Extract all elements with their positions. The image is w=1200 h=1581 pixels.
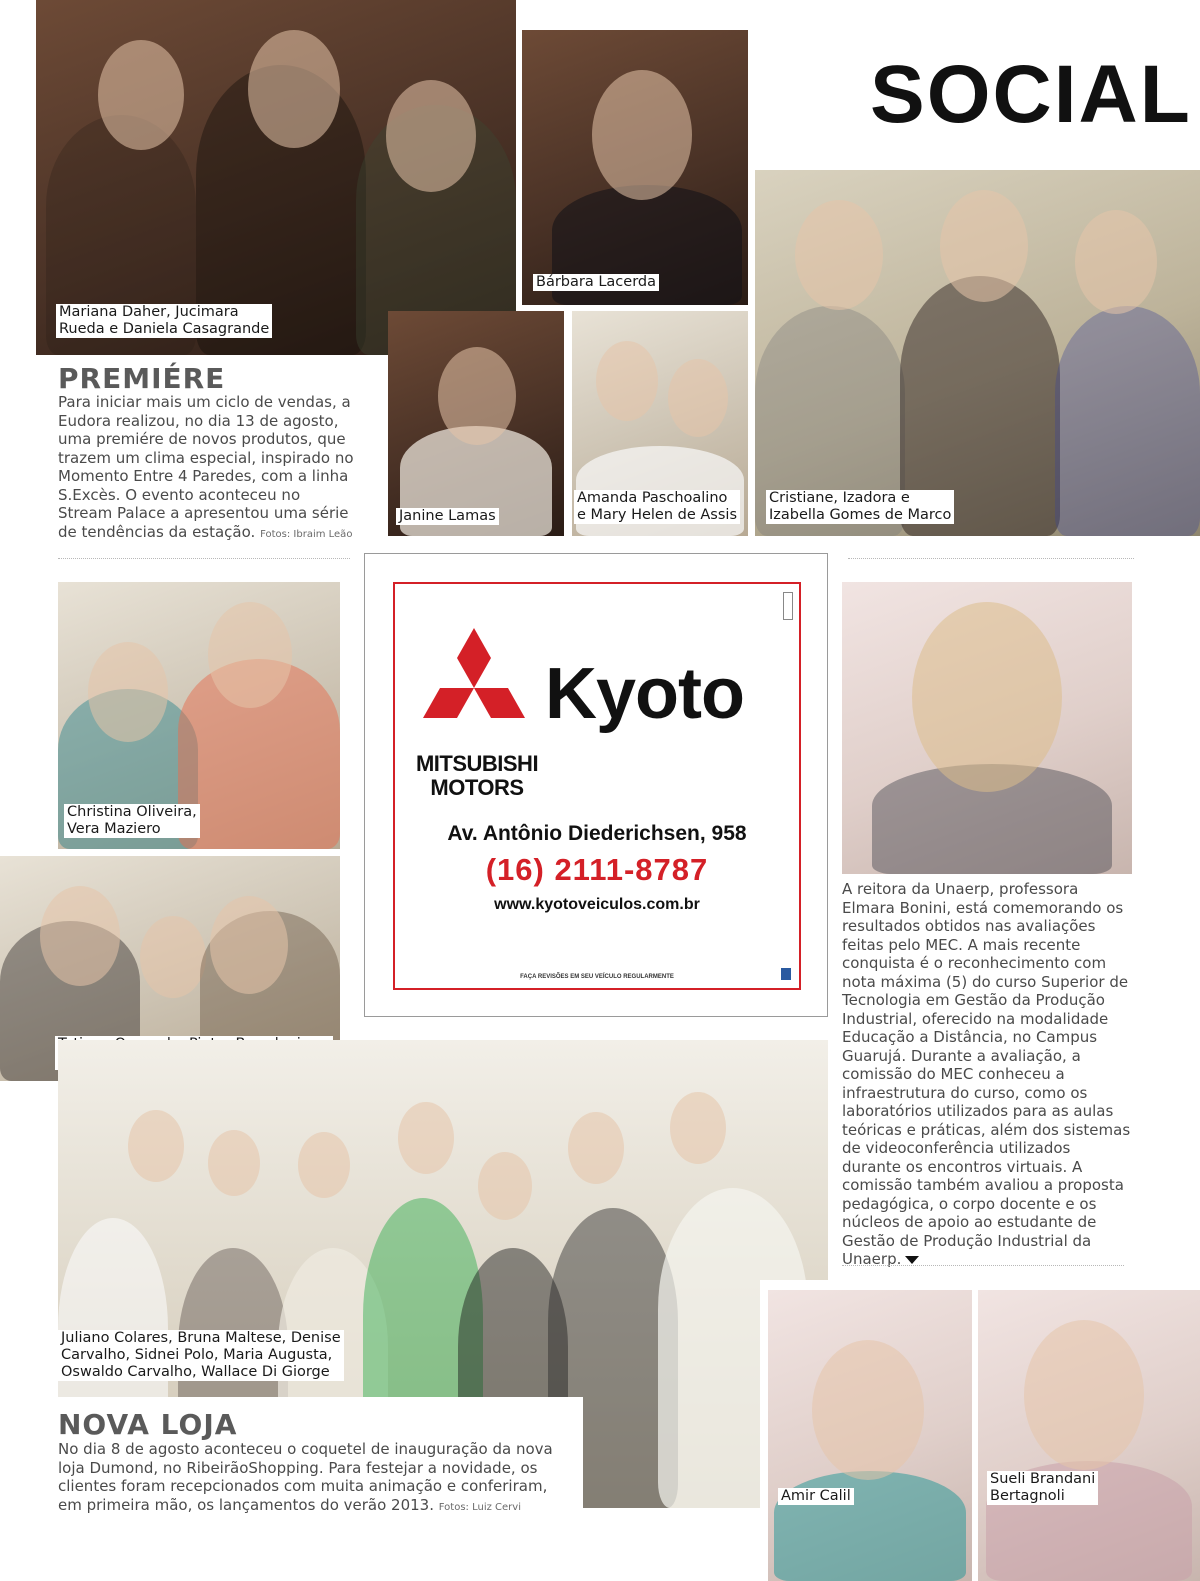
nova-loja-text: No dia 8 de agosto aconteceu o coquetel de inauguração da nova loja Dumond, no RibeirãoShopping. Para festejar a novidade, os clientes foram recepcionados com muita animação e conferiram, em primeira mão, os lançamentos do verão 2013. Fotos: Luiz Cervi (58, 1440, 553, 1514)
continue-arrow-icon (905, 1256, 919, 1264)
ad-brand-name: Kyoto (545, 654, 744, 734)
nova-loja-title: NOVA LOJA (58, 1408, 238, 1441)
unaerp-text: A reitora da Unaerp, professora Elmara Bonini, está comemorando os resultados obtidos nas avaliações feitas pelo MEC. A mais recente conquista é o reconhecimento com nota máxima (5) do curso Superior de Tecnologia em Gestão da Produção Industrial, oferecido na modalidade Educação a Distância, no Campus Guarujá. Durante a avaliação, a comissão do MEC conheceu a infraestrutura do curso, como os laboratórios utilizados para as aulas teóricas e práticas, além dos sistemas de videoconferência utilizados durante os encontros virtuais. A comissão também avaliou a proposta pedagógica, o corpo docente e os núcleos de apoio ao estudante de Gestão de Produção Industrial da Unaerp. (842, 880, 1131, 1268)
nova-loja-credit: Fotos: Luiz Cervi (438, 1501, 521, 1513)
ad-address: Av. Antônio Diederichsen, 958 (447, 822, 747, 845)
caption-amir: Amir Calil (778, 1488, 854, 1505)
photo-sueli-bertagnoli (978, 1290, 1200, 1581)
ad-phone: (16) 2111-8787 (485, 852, 709, 887)
section-title: SOCIAL (870, 49, 1192, 140)
separator-right (848, 558, 1134, 559)
caption-christina: Christina Oliveira, Vera Maziero (64, 804, 200, 838)
photo-barbara-lacerda (522, 30, 748, 305)
photo-mariana-jucimara-daniela (36, 0, 516, 355)
caption-janine: Janine Lamas (396, 508, 499, 525)
photo-amir-calil (768, 1290, 972, 1581)
ad-footer-note: FAÇA REVISÕES EM SEU VEÍCULO REGULARMENTE (520, 974, 674, 980)
photo-elmara-bonini (842, 582, 1132, 874)
caption-mariana: Mariana Daher, Jucimara Rueda e Daniela Casagrande (56, 304, 272, 338)
caption-cristiane: Cristiane, Izadora e Izabella Gomes de Marco (766, 490, 954, 524)
photo-janine-lamas (388, 311, 564, 536)
ad-red-border (393, 582, 801, 990)
caption-barbara: Bárbara Lacerda (533, 274, 659, 291)
caption-sueli: Sueli Brandani Bertagnoli (987, 1471, 1098, 1505)
ad-maker: MITSUBISHI MOTORS (415, 751, 539, 800)
separator-left (58, 558, 350, 559)
premiere-title: PREMIÉRE (58, 362, 226, 395)
kyoto-mitsubishi-ad[interactable] (364, 553, 828, 1017)
ad-side-tag (783, 592, 793, 620)
photo-cristiane-izadora-izabella (755, 170, 1200, 536)
premiere-credit: Fotos: Ibraim Leão (260, 528, 353, 540)
mitsubishi-diamonds-logo (407, 626, 541, 744)
ad-website-link[interactable]: www.kyotoveiculos.com.br (494, 896, 700, 913)
premiere-text: Para iniciar mais um ciclo de vendas, a Eudora realizou, no dia 13 de agosto, uma premiére de novos produtos, que trazem um clima especial, inspirado no Momento Entre 4 Paredes, com a linha S.Excès. O evento aconteceu no Stream Palace a apresentou uma série de tendências da estação. Fotos: Ibraim Leão (58, 393, 354, 541)
ad-corner-mark (781, 968, 791, 980)
separator-right-lower (842, 1265, 1124, 1266)
caption-group: Juliano Colares, Bruna Maltese, Denise Carvalho, Sidnei Polo, Maria Augusta, Oswaldo Carvalho, Wallace Di Giorge (58, 1330, 344, 1381)
caption-amanda: Amanda Paschoalino e Mary Helen de Assis (574, 490, 740, 524)
